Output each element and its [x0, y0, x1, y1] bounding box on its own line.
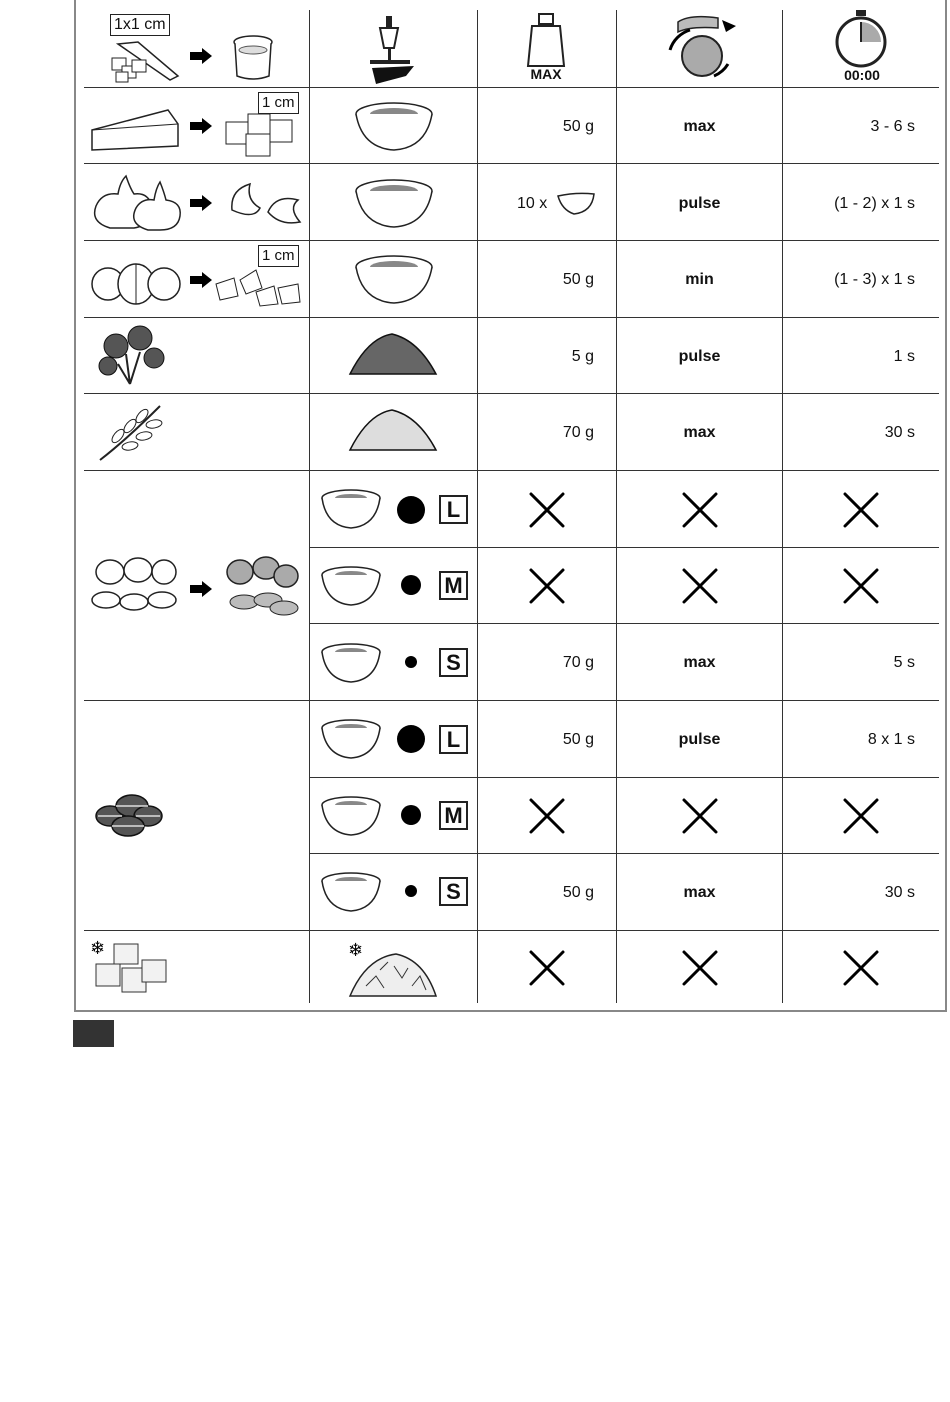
size-dot-medium: [401, 805, 421, 825]
time-value: 1 s: [893, 348, 915, 365]
onion-icon: [90, 258, 182, 308]
herb-sprig-icon: [96, 400, 168, 462]
cube-label-text: 1 cm: [262, 94, 295, 111]
quantity-value: 70 g: [562, 424, 594, 441]
not-suitable-icon: [527, 796, 567, 836]
blender-hand-icon: [366, 14, 422, 84]
cube-label-text: 1 cm: [262, 247, 295, 264]
time-value: 3 - 6 s: [870, 118, 915, 135]
not-suitable-icon: [841, 566, 881, 606]
grid-line: [782, 10, 783, 1003]
weight-icon: [526, 12, 566, 68]
not-suitable-icon: [527, 566, 567, 606]
bowl-chopped-icon: [354, 100, 434, 152]
size-badge: L: [439, 725, 468, 754]
speed-value: max: [683, 654, 716, 671]
not-suitable-icon: [527, 948, 567, 988]
svg-text:❄: ❄: [348, 940, 364, 961]
time-value: (1 - 3) x 1 s: [834, 271, 915, 288]
parsley-icon: [96, 324, 166, 386]
garlic-cloves-icon: [228, 180, 304, 228]
bowl-icon: [320, 642, 382, 684]
size-label-box: [110, 14, 170, 36]
container-icon: [232, 34, 274, 82]
not-suitable-icon: [841, 490, 881, 530]
speed-value: max: [683, 884, 716, 901]
time-value: 5 s: [893, 654, 915, 671]
quantity-value: 50 g: [562, 118, 594, 135]
grid-line: [477, 10, 478, 1003]
peeled-nuts-icon: [222, 556, 302, 618]
size-label: 1x1 cm: [114, 16, 166, 33]
bowl-icon: [320, 871, 382, 913]
size-dot-large: [397, 496, 425, 524]
table-frame: [74, 0, 947, 1012]
size-dot-small: [405, 656, 417, 668]
size-dot-medium: [401, 575, 421, 595]
size-dot-small: [405, 885, 417, 897]
garlic-bulb-icon: [90, 174, 182, 232]
grid-line: [84, 700, 939, 701]
crushed-ice-icon: [346, 936, 440, 1000]
bowl-icon: [320, 718, 382, 760]
knife-cubes-icon: [108, 36, 188, 84]
garlic-clove-icon: [556, 190, 596, 216]
max-label: MAX: [530, 66, 562, 82]
bowl-icon: [320, 795, 382, 837]
size-badge: S: [439, 877, 468, 906]
chopped-herbs-icon: [348, 330, 438, 380]
speed-value: pulse: [678, 731, 721, 748]
bowl-icon: [320, 488, 382, 530]
grid-line: [84, 317, 939, 318]
arrow-right-icon: [190, 118, 212, 134]
quantity-value: 50 g: [562, 271, 594, 288]
grid-line: [616, 10, 617, 1003]
size-badge: L: [439, 495, 468, 524]
size-badge: S: [439, 648, 468, 677]
ice-cubes-icon: [88, 938, 172, 998]
svg-text:❄: ❄: [90, 938, 106, 959]
grid-line: [84, 470, 939, 471]
not-suitable-icon: [841, 796, 881, 836]
grid-line: [84, 240, 939, 241]
speed-value: max: [683, 118, 716, 135]
not-suitable-icon: [841, 948, 881, 988]
not-suitable-icon: [527, 490, 567, 530]
grid-line: [309, 547, 939, 548]
arrow-right-icon: [190, 581, 212, 597]
nuts-icon: [90, 556, 182, 618]
grid-line: [84, 930, 939, 931]
quantity-value: 70 g: [562, 654, 594, 671]
cube-size-label: [258, 245, 299, 267]
not-suitable-icon: [680, 948, 720, 988]
timer-icon: [834, 8, 888, 68]
grid-line: [309, 853, 939, 854]
grid-line: [309, 777, 939, 778]
not-suitable-icon: [680, 796, 720, 836]
time-value: 30 s: [884, 884, 915, 901]
grid-line: [309, 10, 310, 1003]
arrow-right-icon: [190, 272, 212, 288]
cheese-icon: [90, 106, 182, 152]
cheese-cubes-icon: [222, 108, 302, 158]
quantity-value: 50 g: [562, 884, 594, 901]
time-value: 8 x 1 s: [867, 731, 915, 748]
grid-line: [84, 163, 939, 164]
bowl-chopped-icon: [354, 253, 434, 305]
speed-value: pulse: [678, 348, 721, 365]
cube-size-label: [258, 92, 299, 114]
size-badge: M: [439, 801, 468, 830]
speed-value: pulse: [678, 195, 721, 212]
coffee-beans-icon: [94, 792, 164, 838]
quantity-prefix: 10 x: [517, 195, 548, 212]
speed-dial-icon: [660, 12, 740, 82]
bowl-chopped-icon: [354, 177, 434, 229]
speed-value: min: [685, 271, 714, 288]
arrow-right-icon: [190, 195, 212, 211]
language-tab: [73, 1020, 114, 1047]
speed-value: max: [683, 424, 716, 441]
grid-line: [84, 87, 939, 88]
size-dot-large: [397, 725, 425, 753]
timer-label: 00:00: [844, 67, 880, 83]
time-value: (1 - 2) x 1 s: [834, 195, 915, 212]
grid-line: [84, 393, 939, 394]
not-suitable-icon: [680, 490, 720, 530]
chopped-herbs-icon: [348, 406, 438, 456]
quantity-value: 50 g: [562, 731, 594, 748]
bowl-icon: [320, 565, 382, 607]
size-badge: M: [439, 571, 468, 600]
quantity-value: 5 g: [571, 348, 594, 365]
arrow-right-icon: [190, 48, 212, 64]
time-value: 30 s: [884, 424, 915, 441]
grid-line: [309, 623, 939, 624]
not-suitable-icon: [680, 566, 720, 606]
